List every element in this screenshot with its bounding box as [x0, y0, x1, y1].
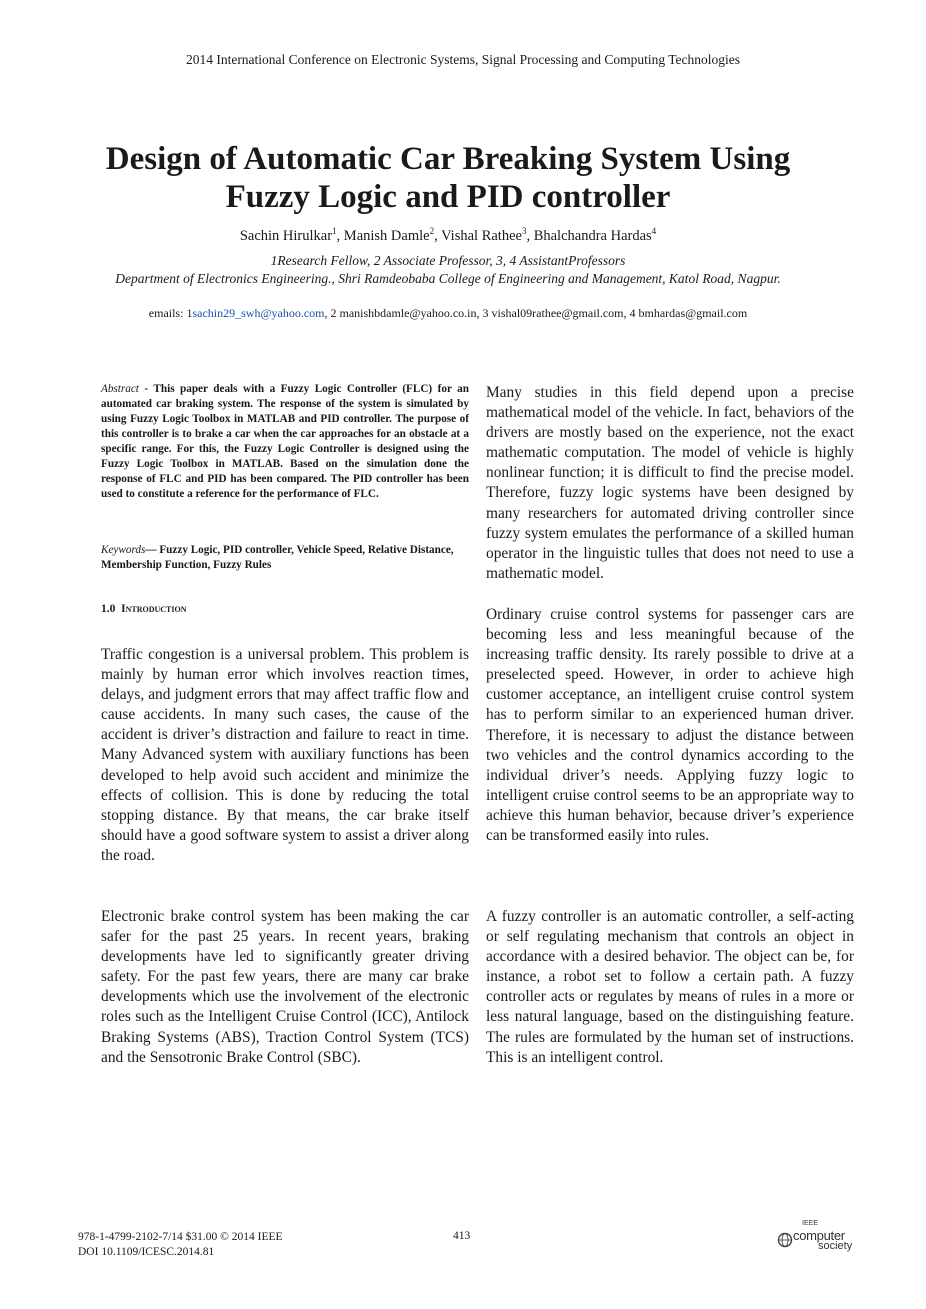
- email-link[interactable]: sachin29_swh@yahoo.com: [192, 306, 325, 320]
- keywords-text: — Fuzzy Logic, PID controller, Vehicle Speed, Relative Distance, Membership Function, Fuzzy Rules: [101, 544, 454, 571]
- title-line-1: Design of Automatic Car Breaking System Using: [105, 141, 791, 177]
- footer-citation: [78, 1230, 283, 1260]
- ieee-computer-society-logo: [776, 1222, 860, 1256]
- body-paragraph: Many studies in this field depend upon a precise mathematical model of the vehicle. In fact, behaviors of the drivers are mostly based on the experience, not the exact mathematic computation. The model of vehicle is highly nonlinear function; it is difficult to find the precise model. Therefore, fuzzy logic systems have been designed by many researchers for automated driving controller since fuzzy system emulates the performance of a skilled human operator in the linguistic tulles that does not need to use a mathematic model.: [486, 384, 854, 582]
- author-name: Sachin Hirulkar: [239, 227, 333, 244]
- author-affil-mark: 3: [521, 226, 527, 236]
- author-name: Vishal Rathee: [441, 227, 522, 244]
- footer-doi: DOI 10.1109/ICESC.2014.81: [78, 1246, 215, 1258]
- author-affil-mark: 4: [651, 226, 657, 236]
- conference-header: 2014 International Conference on Electronic Systems, Signal Processing and Computing Technologies: [185, 52, 741, 67]
- footer-isbn: 978-1-4799-2102-7/14 $31.00 © 2014 IEEE: [78, 1231, 283, 1243]
- author-affil-mark: 2: [429, 226, 435, 236]
- abstract-text: - This paper deals with a Fuzzy Logic Controller (FLC) for an automated car braking system. The response of the system is simulated by using Fuzzy Logic Toolbox in MATLAB and PID controller. The purpose of this controller is to brake a car when the car approaches for an obstacle at a specific range. For this, the Fuzzy Logic Controller is designed using the Fuzzy Logic Toolbox in MATLAB. Based on the simulation done the response of FLC and PID has been compared. The PID controller has been used to constitute a reference for the performance of FLC.: [101, 383, 469, 500]
- logo-text-computer: computer: [793, 1228, 845, 1243]
- author-roles: 1Research Fellow, 2 Associate Professor, 3, 4 AssistantProfessors: [270, 253, 626, 268]
- author-list: Sachin Hirulkar$^1$, Manish Damle$^2$, Vishal Rathee$^3$, Bhalchandra Hardas$^4$: [239, 226, 657, 244]
- title-line-2: Fuzzy Logic and PID controller: [225, 179, 671, 215]
- author-department: Department of Electronics Engineering., Shri Ramdeobaba College of Engineering and Management, Katol Road, Nagpur.: [115, 271, 781, 286]
- body-paragraph: Traffic congestion is a universal problem. This problem is mainly by human error which involves reaction times, delays, and judgment errors that may affect traffic flow and cause accidents. In many such cases, the cause of the accident is driver’s distraction and failure to react in time. Many Advanced system with auxiliary functions has been developed to help avoid such accident and minimize the effects of collision. This is done by reducing the total stopping distance. By that means, the car brake itself should have a good software system to assist a driver along the road.: [101, 646, 469, 864]
- body-paragraph: Electronic brake control system has been making the car safer for the past 25 years. In recent years, braking developments have led to significantly greater driving safety. For the past few years, there are many car brake developments which use the involvement of the electronic roles such as the Intelligent Cruise Control (ICC), Antilock Braking Systems (ABS), Traction Control System (TCS) and the Sensotronic Brake Control (SBC).: [101, 908, 469, 1066]
- section-title: Introduction: [121, 603, 187, 615]
- author-affil-mark: 1: [332, 226, 337, 236]
- abstract-label: Abstract: [101, 383, 139, 395]
- keywords: [101, 543, 469, 573]
- logo-text-ieee: IEEE: [802, 1220, 818, 1227]
- author-name: Bhalchandra Hardas: [533, 227, 652, 244]
- page-number: 413: [453, 1230, 471, 1242]
- author-emails: emails: 1sachin29_swh@yahoo.com, 2 manishbdamle@yahoo.co.in, 3 vishal09rathee@gmail.com, 4 bmhardas@gmail.com: [148, 306, 748, 320]
- author-name: Manish Damle: [343, 227, 430, 244]
- section-number: 1.0: [101, 603, 116, 615]
- abstract: [101, 382, 469, 502]
- keywords-label: Keywords: [101, 544, 146, 556]
- paper-title: [40, 140, 856, 216]
- body-paragraph: A fuzzy controller is an automatic controller, a self-acting or self regulating mechanism that controls an object in accordance with a desired behavior. The object can be, for instance, a robot set to follow a certain path. A fuzzy controller acts or regulates by means of rules in a more or less natural language, based on the distinguishing feature. The rules are formulated by the human set of instructions. This is an intelligent control.: [486, 908, 854, 1066]
- logo-text-society: society: [818, 1240, 853, 1252]
- body-paragraph: Ordinary cruise control systems for passenger cars are becoming less and less meaningful because of the increasing traffic density. Its rarely possible to drive at a preselected speed. However, in order to achieve high customer acceptance, an intelligent cruise control system has to perform similar to an experienced human driver. Therefore, it is necessary to adjust the distance between two vehicles and the control dynamics according to the individual driver’s needs. Applying fuzzy logic to intelligent cruise control seems to be an appropriate way to achieve this human behavior, because driver’s experience can be transformed easily into rules.: [486, 606, 854, 845]
- section-heading-introduction: [101, 603, 469, 615]
